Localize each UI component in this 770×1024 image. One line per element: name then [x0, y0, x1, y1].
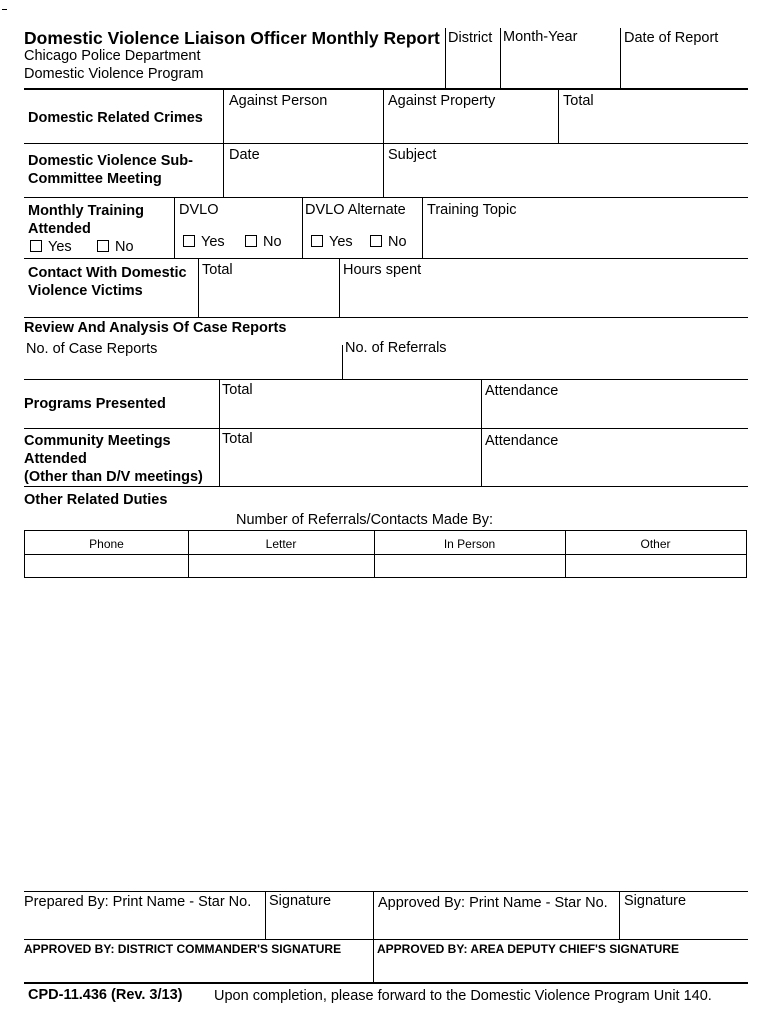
dvlo-alternate-yes-checkbox[interactable]: [311, 234, 353, 251]
footer-instruction: Upon completion, please forward to the Domestic Violence Program Unit 140.: [214, 988, 712, 1004]
in-person-input-cell[interactable]: [375, 555, 565, 577]
divider: [24, 982, 748, 984]
checkbox-label: No: [263, 234, 282, 250]
dvlo-label: DVLO: [179, 202, 219, 218]
checkbox-icon: [245, 235, 257, 247]
programs-attendance-field[interactable]: Attendance: [485, 383, 559, 399]
divider: [24, 428, 748, 429]
divider: [383, 90, 384, 143]
district-divider: [445, 28, 446, 88]
phone-input-cell[interactable]: [25, 555, 188, 577]
training-no-checkbox[interactable]: [97, 239, 134, 256]
subcommittee-label-line2: Committee Meeting: [28, 171, 162, 187]
divider: [373, 891, 374, 982]
checkbox-label: No: [388, 234, 407, 250]
referrals-table: [24, 530, 747, 578]
department-name: Chicago Police Department: [24, 48, 201, 64]
column-header-letter: Letter: [265, 537, 297, 551]
other-input-cell[interactable]: [566, 555, 746, 577]
review-label: Review And Analysis Of Case Reports: [24, 320, 287, 336]
prepared-by-field[interactable]: Prepared By: Print Name - Star No.: [24, 894, 252, 910]
divider: [265, 891, 266, 939]
referrals-by-label: Number of Referrals/Contacts Made By:: [236, 512, 494, 528]
subcommittee-label-line1: Domestic Violence Sub-: [28, 153, 193, 169]
dvlo-alternate-label: DVLO Alternate: [305, 202, 406, 218]
crimes-label: Domestic Related Crimes: [28, 110, 203, 126]
against-person-field[interactable]: Against Person: [229, 93, 328, 109]
divider: [24, 891, 748, 892]
divider: [619, 891, 620, 939]
contact-label-line2: Violence Victims: [28, 283, 143, 299]
divider: [302, 197, 303, 258]
checkbox-label: Yes: [329, 234, 353, 250]
dvlo-alternate-no-checkbox[interactable]: [370, 234, 407, 251]
divider: [223, 143, 224, 197]
dvlo-yes-checkbox[interactable]: [183, 234, 225, 251]
divider: [481, 379, 482, 428]
divider: [219, 428, 220, 486]
divider: [24, 197, 748, 198]
divider: [24, 939, 748, 940]
community-label-line1: Community Meetings: [24, 433, 171, 449]
letter-input-cell[interactable]: [189, 555, 374, 577]
divider: [339, 258, 340, 317]
dvlo-no-checkbox[interactable]: [245, 234, 282, 251]
contact-label-line1: Contact With Domestic: [28, 265, 187, 281]
area-deputy-signature-field[interactable]: APPROVED BY: AREA DEPUTY CHIEF'S SIGNATURE: [377, 942, 679, 956]
against-property-field[interactable]: Against Property: [388, 93, 496, 109]
column-header-in-person: In Person: [443, 537, 496, 551]
community-attendance-field[interactable]: Attendance: [485, 433, 559, 449]
community-total-field[interactable]: Total: [222, 431, 253, 447]
divider: [24, 379, 748, 380]
checkbox-label: Yes: [48, 239, 72, 255]
divider: [198, 258, 199, 317]
preparer-signature-field[interactable]: Signature: [269, 893, 332, 909]
checkbox-icon: [370, 235, 382, 247]
programs-label: Programs Presented: [24, 396, 166, 412]
date-of-report-field[interactable]: Date of Report: [624, 30, 719, 46]
divider: [24, 258, 748, 259]
case-reports-field[interactable]: No. of Case Reports: [26, 341, 158, 357]
approver-signature-field[interactable]: Signature: [624, 893, 687, 909]
subcommittee-date-field[interactable]: Date: [229, 147, 260, 163]
month-year-divider: [500, 28, 501, 88]
divider: [219, 379, 220, 428]
subcommittee-subject-field[interactable]: Subject: [388, 147, 437, 163]
column-header-phone: Phone: [89, 537, 124, 551]
corner-mark: [2, 9, 7, 10]
checkbox-label: Yes: [201, 234, 225, 250]
divider: [383, 143, 384, 197]
divider: [481, 428, 482, 486]
training-topic-field[interactable]: Training Topic: [427, 202, 517, 218]
divider: [223, 90, 224, 143]
checkbox-icon: [30, 240, 42, 252]
checkbox-icon: [183, 235, 195, 247]
checkbox-icon: [97, 240, 109, 252]
crimes-total-field[interactable]: Total: [563, 93, 594, 109]
community-label-line2: Attended: [24, 451, 87, 467]
contact-total-field[interactable]: Total: [202, 262, 233, 278]
training-label-line2: Attended: [28, 221, 91, 237]
program-name: Domestic Violence Program: [24, 66, 204, 82]
community-label-line3: (Other than D/V meetings): [24, 469, 203, 485]
hours-spent-field[interactable]: Hours spent: [343, 262, 422, 278]
training-yes-checkbox[interactable]: [30, 239, 72, 256]
divider: [422, 197, 423, 258]
header-rule: [24, 88, 748, 90]
checkbox-label: No: [115, 239, 134, 255]
district-commander-signature-field[interactable]: APPROVED BY: DISTRICT COMMANDER'S SIGNATURE: [24, 942, 342, 956]
column-header-other: Other: [640, 537, 671, 551]
divider: [24, 143, 748, 144]
page-title: Domestic Violence Liaison Officer Monthly Report: [24, 28, 440, 48]
referrals-field[interactable]: No. of Referrals: [345, 340, 447, 356]
approved-by-field[interactable]: Approved By: Print Name - Star No.: [378, 895, 608, 911]
form-number: CPD-11.436 (Rev. 3/13): [28, 987, 183, 1003]
programs-total-field[interactable]: Total: [222, 382, 253, 398]
divider: [342, 345, 343, 379]
divider: [558, 90, 559, 143]
divider: [174, 197, 175, 258]
divider: [24, 317, 748, 318]
date-divider: [620, 28, 621, 88]
divider: [24, 486, 748, 487]
training-label-line1: Monthly Training: [28, 203, 144, 219]
other-duties-label: Other Related Duties: [24, 492, 168, 508]
district-field[interactable]: District: [448, 30, 493, 46]
checkbox-icon: [311, 235, 323, 247]
month-year-field[interactable]: Month-Year: [503, 29, 578, 45]
